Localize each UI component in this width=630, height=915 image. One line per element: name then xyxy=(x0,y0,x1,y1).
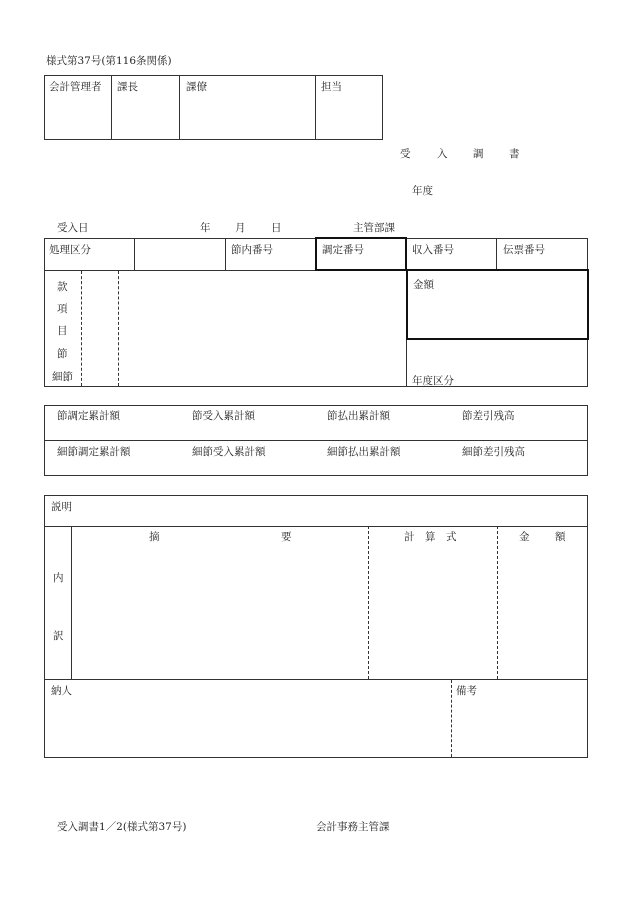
section-received-total-label: 節受入累計額 xyxy=(192,410,255,422)
details-dashed-divider xyxy=(497,526,498,679)
main-table-divider xyxy=(496,238,497,270)
revenue-number-label: 収入番号 xyxy=(412,244,454,256)
details-row-divider xyxy=(44,526,588,527)
amount-label: 金額 xyxy=(413,279,434,291)
remarks-label: 備考 xyxy=(456,685,477,697)
assessment-number-label: 調定番号 xyxy=(322,244,364,256)
formula-header: 計 算 式 xyxy=(404,531,457,543)
summary-header-2: 要 xyxy=(281,531,292,543)
setsu-label: 節 xyxy=(57,348,68,360)
summary-header-1: 摘 xyxy=(149,531,160,543)
approval-divider xyxy=(179,75,180,140)
details-dashed-divider xyxy=(368,526,369,679)
approval-divider xyxy=(111,75,112,140)
main-table-dashed-divider xyxy=(118,271,119,386)
subsection-assessed-total-label: 細節調定累計額 xyxy=(57,446,131,458)
moku-label: 目 xyxy=(57,325,68,337)
saisetsu-label: 細節 xyxy=(52,371,73,383)
title-char-4: 書 xyxy=(509,148,520,160)
breakdown-label-1: 内 xyxy=(53,572,64,584)
fiscal-year-label: 年度 xyxy=(412,185,433,197)
explanation-label: 説明 xyxy=(51,501,72,513)
title-char-1: 受 xyxy=(400,148,411,160)
main-table-divider xyxy=(134,238,135,270)
receipt-date-label: 受入日 xyxy=(57,222,89,234)
totals-row-divider xyxy=(44,440,588,441)
month-label: 月 xyxy=(235,222,246,234)
kan-label: 款 xyxy=(57,281,68,293)
managing-dept-label: 主管部課 xyxy=(353,222,395,234)
fiscal-year-category-label: 年度区分 xyxy=(412,375,454,387)
approval-divider xyxy=(315,75,316,140)
main-table-divider xyxy=(225,238,226,270)
breakdown-label-2: 訳 xyxy=(53,630,64,642)
amount-header-1: 金 xyxy=(519,531,530,543)
payer-label: 納人 xyxy=(51,685,72,697)
footer-form-reference: 受入調書1／2(様式第37号) xyxy=(57,821,187,833)
details-dashed-divider xyxy=(451,680,452,757)
subsection-paid-out-total-label: 細節払出累計額 xyxy=(327,446,401,458)
subsection-balance-label: 細節差引残高 xyxy=(462,446,525,458)
section-paid-out-total-label: 節払出累計額 xyxy=(327,410,390,422)
details-divider xyxy=(71,526,72,679)
footer-department: 会計事務主管課 xyxy=(316,821,390,833)
title-char-2: 入 xyxy=(437,148,448,160)
section-balance-label: 節差引残高 xyxy=(462,410,515,422)
main-table-dashed-divider xyxy=(81,271,82,386)
details-table xyxy=(44,495,588,758)
title-char-3: 調 xyxy=(473,148,484,160)
section-assessed-total-label: 節調定累計額 xyxy=(57,410,120,422)
amount-header-2: 額 xyxy=(555,531,566,543)
details-row-divider xyxy=(44,679,588,680)
approval-kacho: 課長 xyxy=(117,81,138,93)
voucher-number-label: 伝票番号 xyxy=(503,244,545,256)
subsection-received-total-label: 細節受入累計額 xyxy=(192,446,266,458)
year-label: 年 xyxy=(200,222,211,234)
ko-label: 項 xyxy=(57,303,68,315)
form-number: 様式第37号(第116条関係) xyxy=(46,55,172,67)
section-internal-number-label: 節内番号 xyxy=(231,244,273,256)
approval-karyo: 課僚 xyxy=(186,81,207,93)
day-label: 日 xyxy=(271,222,282,234)
approval-tanto: 担当 xyxy=(321,81,342,93)
processing-category-label: 処理区分 xyxy=(49,244,91,256)
approval-kaikei-kanrisha: 会計管理者 xyxy=(49,81,102,93)
